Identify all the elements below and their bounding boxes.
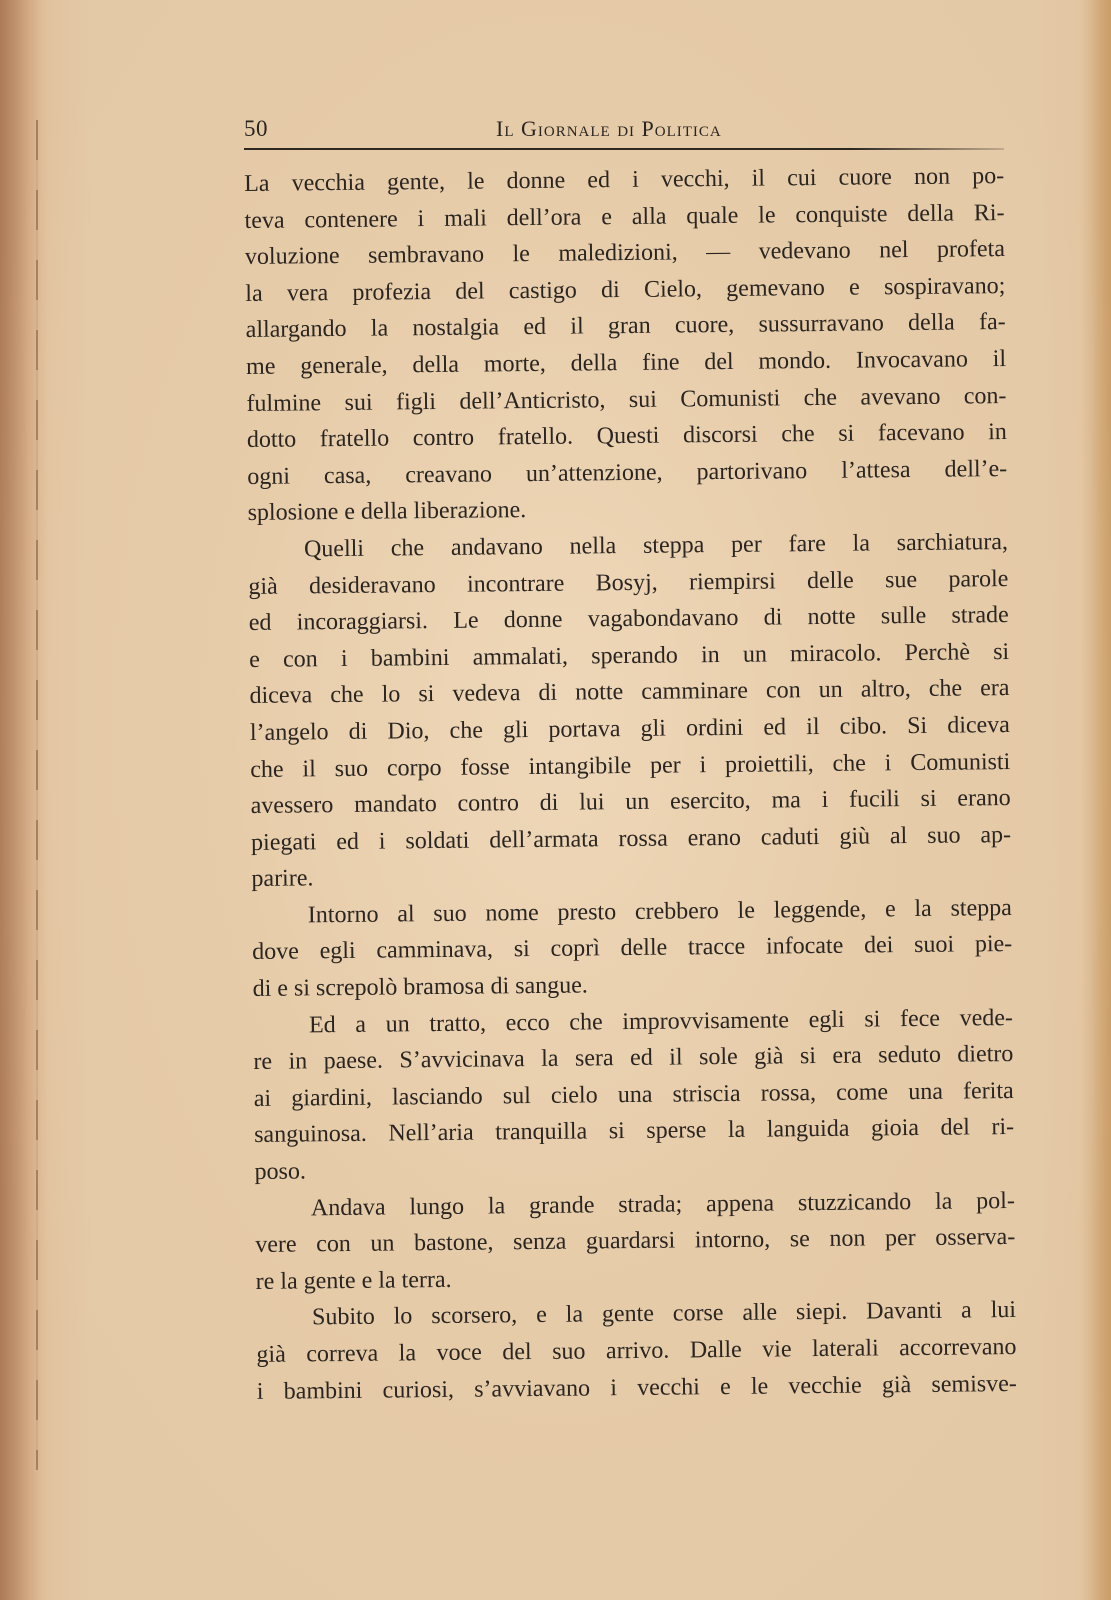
text-line: poso. xyxy=(254,1158,307,1185)
page-left-edge xyxy=(0,0,48,1600)
paragraph xyxy=(244,158,1008,532)
text-line: Intorno al suo nome presto crebbero le leggende, e la steppa xyxy=(307,894,1012,929)
text-line: ed incoraggiarsi. Le donne vagabondavano di notte sulle strade xyxy=(248,602,1009,637)
paragraph xyxy=(252,890,1013,1008)
text-line: Andava lungo la grande strada; appena stuzzicando la pol- xyxy=(310,1187,1016,1221)
text-line: Quelli che andavano nella steppa per fare la sarchiatura, xyxy=(303,528,1009,563)
text-line: già desideravano incontrare Bosyj, riempirsi delle sue parole xyxy=(248,565,1009,600)
text-line: e con i bambini ammalati, sperando in un miracolo. Perchè si xyxy=(249,638,1010,673)
text-line: già correva la voce del suo arrivo. Dalle vie laterali accorrevano xyxy=(256,1333,1017,1368)
text-line: splosione e della liberazione. xyxy=(247,497,527,527)
text-line: sanguinosa. Nell’aria tranquilla si sperse la languida gioia del ri- xyxy=(254,1114,1015,1149)
paragraph xyxy=(248,524,1012,898)
text-line: dove egli camminava, si coprì delle tracce infocate dei suoi pie- xyxy=(252,931,1013,966)
page-number: 50 xyxy=(244,116,268,141)
text-line: re la gente e la terra. xyxy=(255,1266,452,1295)
text-line: la vera profezia del castigo di Cielo, gemevano e sospiravano; xyxy=(245,272,1006,307)
text-line: che il suo corpo fosse intangibile per i proiettili, che i Comunisti xyxy=(250,748,1011,783)
paragraph xyxy=(256,1292,1017,1410)
text-line: dotto fratello contro fratello. Questi discorsi che si facevano in xyxy=(246,419,1007,454)
body-text xyxy=(244,158,1017,1410)
running-head: Il Giornale di Politica xyxy=(496,116,722,141)
text-line: l’angelo di Dio, che gli portava gli ordini ed il cibo. Si diceva xyxy=(249,711,1011,746)
text-line: voluzione sembravano le maledizioni, — vedevano nel profeta xyxy=(244,236,1006,271)
text-line: avessero mandato contro di lui un esercito, ma i fucili si erano xyxy=(250,785,1011,820)
page-header xyxy=(244,108,1004,148)
text-line: Ed a un tratto, ecco che improvvisamente egli si fece vede- xyxy=(308,1004,1014,1039)
text-line: fulmine sui figli dell’Anticristo, sui Comunisti che avevano con- xyxy=(246,382,1007,417)
text-line: me generale, della morte, della fine del mondo. Invocavano il xyxy=(245,345,1007,380)
text-line: diceva che lo si vedeva di notte camminare con un altro, che era xyxy=(249,675,1010,710)
text-line: La vecchia gente, le donne ed i vecchi, il cui cuore non po- xyxy=(244,163,1005,197)
text-line: re in paese. S’avvicinava la sera ed il sole già si era seduto dietro xyxy=(253,1041,1014,1076)
paragraph xyxy=(253,1000,1015,1191)
text-line: parire. xyxy=(251,865,314,893)
text-line: ogni casa, creavano un’attenzione, partorivano l’attesa dell’e- xyxy=(247,455,1008,490)
text-line: allargando la nostalgia ed il gran cuore, sussurravano della fa- xyxy=(245,309,1006,344)
paragraph xyxy=(255,1183,1016,1301)
text-line: piegati ed i soldati dell’armata rossa erano caduti giù al suo ap- xyxy=(250,821,1012,856)
text-line: teva contenere i mali dell’ora e alla quale le conquiste della Ri- xyxy=(244,199,1005,234)
text-line: vere con un bastone, senza guardarsi intorno, se non per osserva- xyxy=(255,1224,1016,1259)
text-line: di e si screpolò bramosa di sangue. xyxy=(252,972,588,1003)
text-line: i bambini curiosi, s’avviavano i vecchi e le vecchie già semisve- xyxy=(256,1370,1017,1405)
page-right-edge xyxy=(1081,0,1111,1600)
text-line: ai giardini, lasciando sul cielo una striscia rossa, come una ferita xyxy=(253,1077,1014,1112)
text-line: Subito lo scorsero, e la gente corse alle siepi. Davanti a lui xyxy=(311,1297,1017,1331)
header-rule xyxy=(244,148,1004,150)
